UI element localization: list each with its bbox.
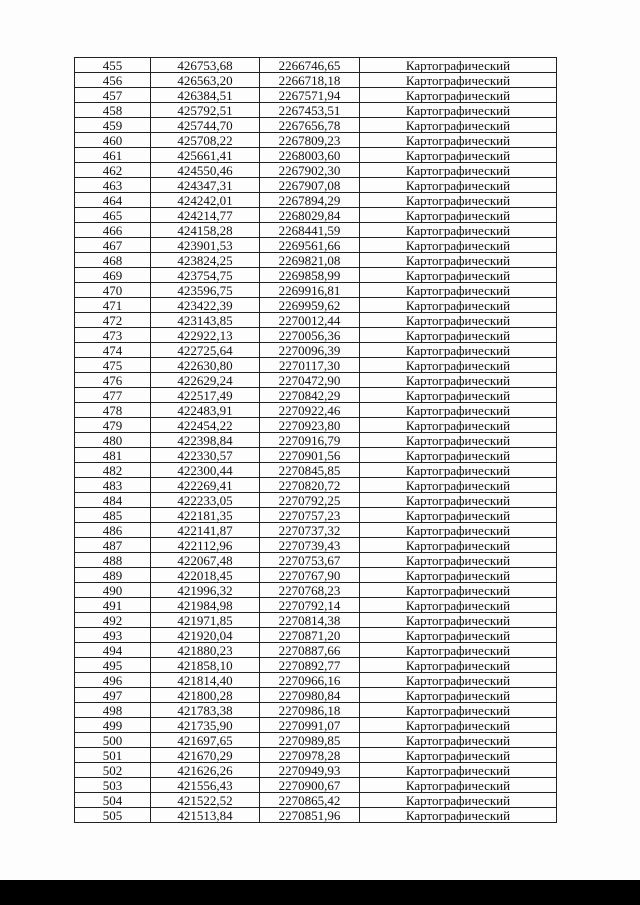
y-coordinate-cell: 2270871,20 [260, 628, 360, 643]
point-number-cell: 469 [75, 268, 151, 283]
table-row [75, 88, 557, 103]
point-number-cell: 477 [75, 388, 151, 403]
method-cell: Картографический [360, 73, 557, 88]
y-coordinate-cell: 2268441,59 [260, 223, 360, 238]
method-cell: Картографический [360, 283, 557, 298]
y-coordinate-cell: 2267902,30 [260, 163, 360, 178]
x-coordinate-cell: 421814,40 [151, 673, 260, 688]
method-cell: Картографический [360, 388, 557, 403]
x-coordinate-cell: 423596,75 [151, 283, 260, 298]
x-coordinate-cell: 421783,38 [151, 703, 260, 718]
method-cell: Картографический [360, 703, 557, 718]
x-coordinate-cell: 422922,13 [151, 328, 260, 343]
point-number-cell: 489 [75, 568, 151, 583]
table-row [75, 73, 557, 88]
table-row [75, 688, 557, 703]
point-number-cell: 474 [75, 343, 151, 358]
table-row [75, 58, 557, 73]
point-number-cell: 461 [75, 148, 151, 163]
table-row [75, 223, 557, 238]
method-cell: Картографический [360, 133, 557, 148]
y-coordinate-cell: 2270901,56 [260, 448, 360, 463]
method-cell: Картографический [360, 418, 557, 433]
x-coordinate-cell: 423422,39 [151, 298, 260, 313]
method-cell: Картографический [360, 688, 557, 703]
point-number-cell: 471 [75, 298, 151, 313]
point-number-cell: 503 [75, 778, 151, 793]
point-number-cell: 484 [75, 493, 151, 508]
point-number-cell: 479 [75, 418, 151, 433]
x-coordinate-cell: 425661,41 [151, 148, 260, 163]
y-coordinate-cell: 2267809,23 [260, 133, 360, 148]
y-coordinate-cell: 2266718,18 [260, 73, 360, 88]
y-coordinate-cell: 2270737,32 [260, 523, 360, 538]
point-number-cell: 476 [75, 373, 151, 388]
point-number-cell: 488 [75, 553, 151, 568]
table-row [75, 763, 557, 778]
point-number-cell: 490 [75, 583, 151, 598]
point-number-cell: 502 [75, 763, 151, 778]
y-coordinate-cell: 2270792,25 [260, 493, 360, 508]
x-coordinate-cell: 422067,48 [151, 553, 260, 568]
table-row [75, 118, 557, 133]
method-cell: Картографический [360, 598, 557, 613]
method-cell: Картографический [360, 298, 557, 313]
y-coordinate-cell: 2270814,38 [260, 613, 360, 628]
method-cell: Картографический [360, 658, 557, 673]
table-row [75, 208, 557, 223]
x-coordinate-cell: 421670,29 [151, 748, 260, 763]
x-coordinate-cell: 421697,65 [151, 733, 260, 748]
y-coordinate-cell: 2270792,14 [260, 598, 360, 613]
x-coordinate-cell: 422454,22 [151, 418, 260, 433]
point-number-cell: 497 [75, 688, 151, 703]
y-coordinate-cell: 2268003,60 [260, 148, 360, 163]
x-coordinate-cell: 421626,26 [151, 763, 260, 778]
y-coordinate-cell: 2270916,79 [260, 433, 360, 448]
x-coordinate-cell: 421971,85 [151, 613, 260, 628]
table-row [75, 553, 557, 568]
y-coordinate-cell: 2270767,90 [260, 568, 360, 583]
method-cell: Картографический [360, 553, 557, 568]
table-row [75, 463, 557, 478]
coordinates-table-body [75, 58, 557, 823]
y-coordinate-cell: 2270820,72 [260, 478, 360, 493]
method-cell: Картографический [360, 778, 557, 793]
table-row [75, 103, 557, 118]
point-number-cell: 481 [75, 448, 151, 463]
y-coordinate-cell: 2270739,43 [260, 538, 360, 553]
x-coordinate-cell: 422141,87 [151, 523, 260, 538]
table-row [75, 193, 557, 208]
method-cell: Картографический [360, 373, 557, 388]
y-coordinate-cell: 2270966,16 [260, 673, 360, 688]
table-row [75, 388, 557, 403]
table-row [75, 328, 557, 343]
y-coordinate-cell: 2267894,29 [260, 193, 360, 208]
table-row [75, 658, 557, 673]
table-row [75, 508, 557, 523]
table-row [75, 148, 557, 163]
point-number-cell: 463 [75, 178, 151, 193]
table-row [75, 598, 557, 613]
point-number-cell: 467 [75, 238, 151, 253]
point-number-cell: 455 [75, 58, 151, 73]
point-number-cell: 498 [75, 703, 151, 718]
method-cell: Картографический [360, 523, 557, 538]
x-coordinate-cell: 421880,23 [151, 643, 260, 658]
y-coordinate-cell: 2267656,78 [260, 118, 360, 133]
table-row [75, 493, 557, 508]
point-number-cell: 456 [75, 73, 151, 88]
point-number-cell: 458 [75, 103, 151, 118]
point-number-cell: 505 [75, 808, 151, 823]
point-number-cell: 486 [75, 523, 151, 538]
point-number-cell: 462 [75, 163, 151, 178]
y-coordinate-cell: 2270923,80 [260, 418, 360, 433]
y-coordinate-cell: 2270892,77 [260, 658, 360, 673]
x-coordinate-cell: 422181,35 [151, 508, 260, 523]
x-coordinate-cell: 424242,01 [151, 193, 260, 208]
x-coordinate-cell: 422629,24 [151, 373, 260, 388]
x-coordinate-cell: 426384,51 [151, 88, 260, 103]
method-cell: Картографический [360, 508, 557, 523]
method-cell: Картографический [360, 178, 557, 193]
point-number-cell: 493 [75, 628, 151, 643]
x-coordinate-cell: 422112,96 [151, 538, 260, 553]
table-row [75, 178, 557, 193]
method-cell: Картографический [360, 463, 557, 478]
point-number-cell: 482 [75, 463, 151, 478]
point-number-cell: 485 [75, 508, 151, 523]
method-cell: Картографический [360, 103, 557, 118]
y-coordinate-cell: 2270900,67 [260, 778, 360, 793]
point-number-cell: 475 [75, 358, 151, 373]
table-row [75, 613, 557, 628]
method-cell: Картографический [360, 613, 557, 628]
method-cell: Картографический [360, 238, 557, 253]
y-coordinate-cell: 2269821,08 [260, 253, 360, 268]
table-row [75, 583, 557, 598]
method-cell: Картографический [360, 253, 557, 268]
method-cell: Картографический [360, 478, 557, 493]
y-coordinate-cell: 2270012,44 [260, 313, 360, 328]
point-number-cell: 491 [75, 598, 151, 613]
point-number-cell: 504 [75, 793, 151, 808]
table-row [75, 643, 557, 658]
x-coordinate-cell: 422300,44 [151, 463, 260, 478]
point-number-cell: 478 [75, 403, 151, 418]
table-row [75, 448, 557, 463]
x-coordinate-cell: 422330,57 [151, 448, 260, 463]
method-cell: Картографический [360, 148, 557, 163]
point-number-cell: 480 [75, 433, 151, 448]
method-cell: Картографический [360, 448, 557, 463]
method-cell: Картографический [360, 628, 557, 643]
table-row [75, 163, 557, 178]
method-cell: Картографический [360, 193, 557, 208]
point-number-cell: 466 [75, 223, 151, 238]
table-row [75, 538, 557, 553]
point-number-cell: 459 [75, 118, 151, 133]
point-number-cell: 465 [75, 208, 151, 223]
x-coordinate-cell: 425708,22 [151, 133, 260, 148]
y-coordinate-cell: 2270753,67 [260, 553, 360, 568]
x-coordinate-cell: 421513,84 [151, 808, 260, 823]
method-cell: Картографический [360, 433, 557, 448]
x-coordinate-cell: 423143,85 [151, 313, 260, 328]
x-coordinate-cell: 422018,45 [151, 568, 260, 583]
y-coordinate-cell: 2270096,39 [260, 343, 360, 358]
y-coordinate-cell: 2270989,85 [260, 733, 360, 748]
y-coordinate-cell: 2267907,08 [260, 178, 360, 193]
x-coordinate-cell: 421522,52 [151, 793, 260, 808]
y-coordinate-cell: 2270768,23 [260, 583, 360, 598]
y-coordinate-cell: 2270757,23 [260, 508, 360, 523]
method-cell: Картографический [360, 568, 557, 583]
table-row [75, 238, 557, 253]
method-cell: Картографический [360, 733, 557, 748]
point-number-cell: 483 [75, 478, 151, 493]
method-cell: Картографический [360, 793, 557, 808]
y-coordinate-cell: 2270472,90 [260, 373, 360, 388]
method-cell: Картографический [360, 208, 557, 223]
x-coordinate-cell: 421996,32 [151, 583, 260, 598]
x-coordinate-cell: 425744,70 [151, 118, 260, 133]
table-row [75, 373, 557, 388]
method-cell: Картографический [360, 313, 557, 328]
point-number-cell: 495 [75, 658, 151, 673]
table-row [75, 748, 557, 763]
table-row [75, 283, 557, 298]
y-coordinate-cell: 2270865,42 [260, 793, 360, 808]
x-coordinate-cell: 421858,10 [151, 658, 260, 673]
point-number-cell: 492 [75, 613, 151, 628]
y-coordinate-cell: 2268029,84 [260, 208, 360, 223]
method-cell: Картографический [360, 763, 557, 778]
point-number-cell: 472 [75, 313, 151, 328]
table-row [75, 418, 557, 433]
y-coordinate-cell: 2270949,93 [260, 763, 360, 778]
x-coordinate-cell: 421920,04 [151, 628, 260, 643]
y-coordinate-cell: 2270986,18 [260, 703, 360, 718]
point-number-cell: 487 [75, 538, 151, 553]
point-number-cell: 457 [75, 88, 151, 103]
point-number-cell: 500 [75, 733, 151, 748]
method-cell: Картографический [360, 358, 557, 373]
x-coordinate-cell: 422233,05 [151, 493, 260, 508]
point-number-cell: 470 [75, 283, 151, 298]
x-coordinate-cell: 421556,43 [151, 778, 260, 793]
method-cell: Картографический [360, 118, 557, 133]
x-coordinate-cell: 424347,31 [151, 178, 260, 193]
y-coordinate-cell: 2270842,29 [260, 388, 360, 403]
x-coordinate-cell: 421800,28 [151, 688, 260, 703]
table-row [75, 568, 557, 583]
y-coordinate-cell: 2270851,96 [260, 808, 360, 823]
method-cell: Картографический [360, 58, 557, 73]
point-number-cell: 496 [75, 673, 151, 688]
table-row [75, 358, 557, 373]
point-number-cell: 473 [75, 328, 151, 343]
x-coordinate-cell: 422630,80 [151, 358, 260, 373]
x-coordinate-cell: 423824,25 [151, 253, 260, 268]
y-coordinate-cell: 2269561,66 [260, 238, 360, 253]
method-cell: Картографический [360, 493, 557, 508]
y-coordinate-cell: 2270887,66 [260, 643, 360, 658]
method-cell: Картографический [360, 583, 557, 598]
point-number-cell: 464 [75, 193, 151, 208]
table-row [75, 478, 557, 493]
method-cell: Картографический [360, 223, 557, 238]
y-coordinate-cell: 2267453,51 [260, 103, 360, 118]
y-coordinate-cell: 2269916,81 [260, 283, 360, 298]
y-coordinate-cell: 2270056,36 [260, 328, 360, 343]
method-cell: Картографический [360, 808, 557, 823]
point-number-cell: 501 [75, 748, 151, 763]
table-row [75, 628, 557, 643]
x-coordinate-cell: 425792,51 [151, 103, 260, 118]
point-number-cell: 494 [75, 643, 151, 658]
x-coordinate-cell: 422725,64 [151, 343, 260, 358]
point-number-cell: 499 [75, 718, 151, 733]
x-coordinate-cell: 424550,46 [151, 163, 260, 178]
table-row [75, 778, 557, 793]
point-number-cell: 460 [75, 133, 151, 148]
method-cell: Картографический [360, 748, 557, 763]
x-coordinate-cell: 423901,53 [151, 238, 260, 253]
method-cell: Картографический [360, 538, 557, 553]
table-row [75, 403, 557, 418]
x-coordinate-cell: 422483,91 [151, 403, 260, 418]
y-coordinate-cell: 2269959,62 [260, 298, 360, 313]
y-coordinate-cell: 2270991,07 [260, 718, 360, 733]
table-row [75, 433, 557, 448]
method-cell: Картографический [360, 268, 557, 283]
table-row [75, 268, 557, 283]
method-cell: Картографический [360, 88, 557, 103]
table-row [75, 793, 557, 808]
table-row [75, 298, 557, 313]
x-coordinate-cell: 421984,98 [151, 598, 260, 613]
table-row [75, 253, 557, 268]
table-row [75, 313, 557, 328]
table-row [75, 523, 557, 538]
y-coordinate-cell: 2270980,84 [260, 688, 360, 703]
method-cell: Картографический [360, 673, 557, 688]
y-coordinate-cell: 2267571,94 [260, 88, 360, 103]
x-coordinate-cell: 422398,84 [151, 433, 260, 448]
method-cell: Картографический [360, 343, 557, 358]
method-cell: Картографический [360, 718, 557, 733]
table-row [75, 133, 557, 148]
table-row [75, 733, 557, 748]
x-coordinate-cell: 426753,68 [151, 58, 260, 73]
method-cell: Картографический [360, 328, 557, 343]
y-coordinate-cell: 2270117,30 [260, 358, 360, 373]
y-coordinate-cell: 2270922,46 [260, 403, 360, 418]
y-coordinate-cell: 2269858,99 [260, 268, 360, 283]
x-coordinate-cell: 426563,20 [151, 73, 260, 88]
y-coordinate-cell: 2270978,28 [260, 748, 360, 763]
table-row [75, 343, 557, 358]
table-row [75, 673, 557, 688]
x-coordinate-cell: 423754,75 [151, 268, 260, 283]
method-cell: Картографический [360, 403, 557, 418]
method-cell: Картографический [360, 163, 557, 178]
y-coordinate-cell: 2270845,85 [260, 463, 360, 478]
y-coordinate-cell: 2266746,65 [260, 58, 360, 73]
x-coordinate-cell: 422517,49 [151, 388, 260, 403]
coordinates-table [74, 57, 557, 823]
method-cell: Картографический [360, 643, 557, 658]
table-row [75, 703, 557, 718]
x-coordinate-cell: 422269,41 [151, 478, 260, 493]
scan-bottom-edge [0, 880, 640, 905]
point-number-cell: 468 [75, 253, 151, 268]
x-coordinate-cell: 424158,28 [151, 223, 260, 238]
x-coordinate-cell: 421735,90 [151, 718, 260, 733]
table-row [75, 718, 557, 733]
x-coordinate-cell: 424214,77 [151, 208, 260, 223]
table-row [75, 808, 557, 823]
